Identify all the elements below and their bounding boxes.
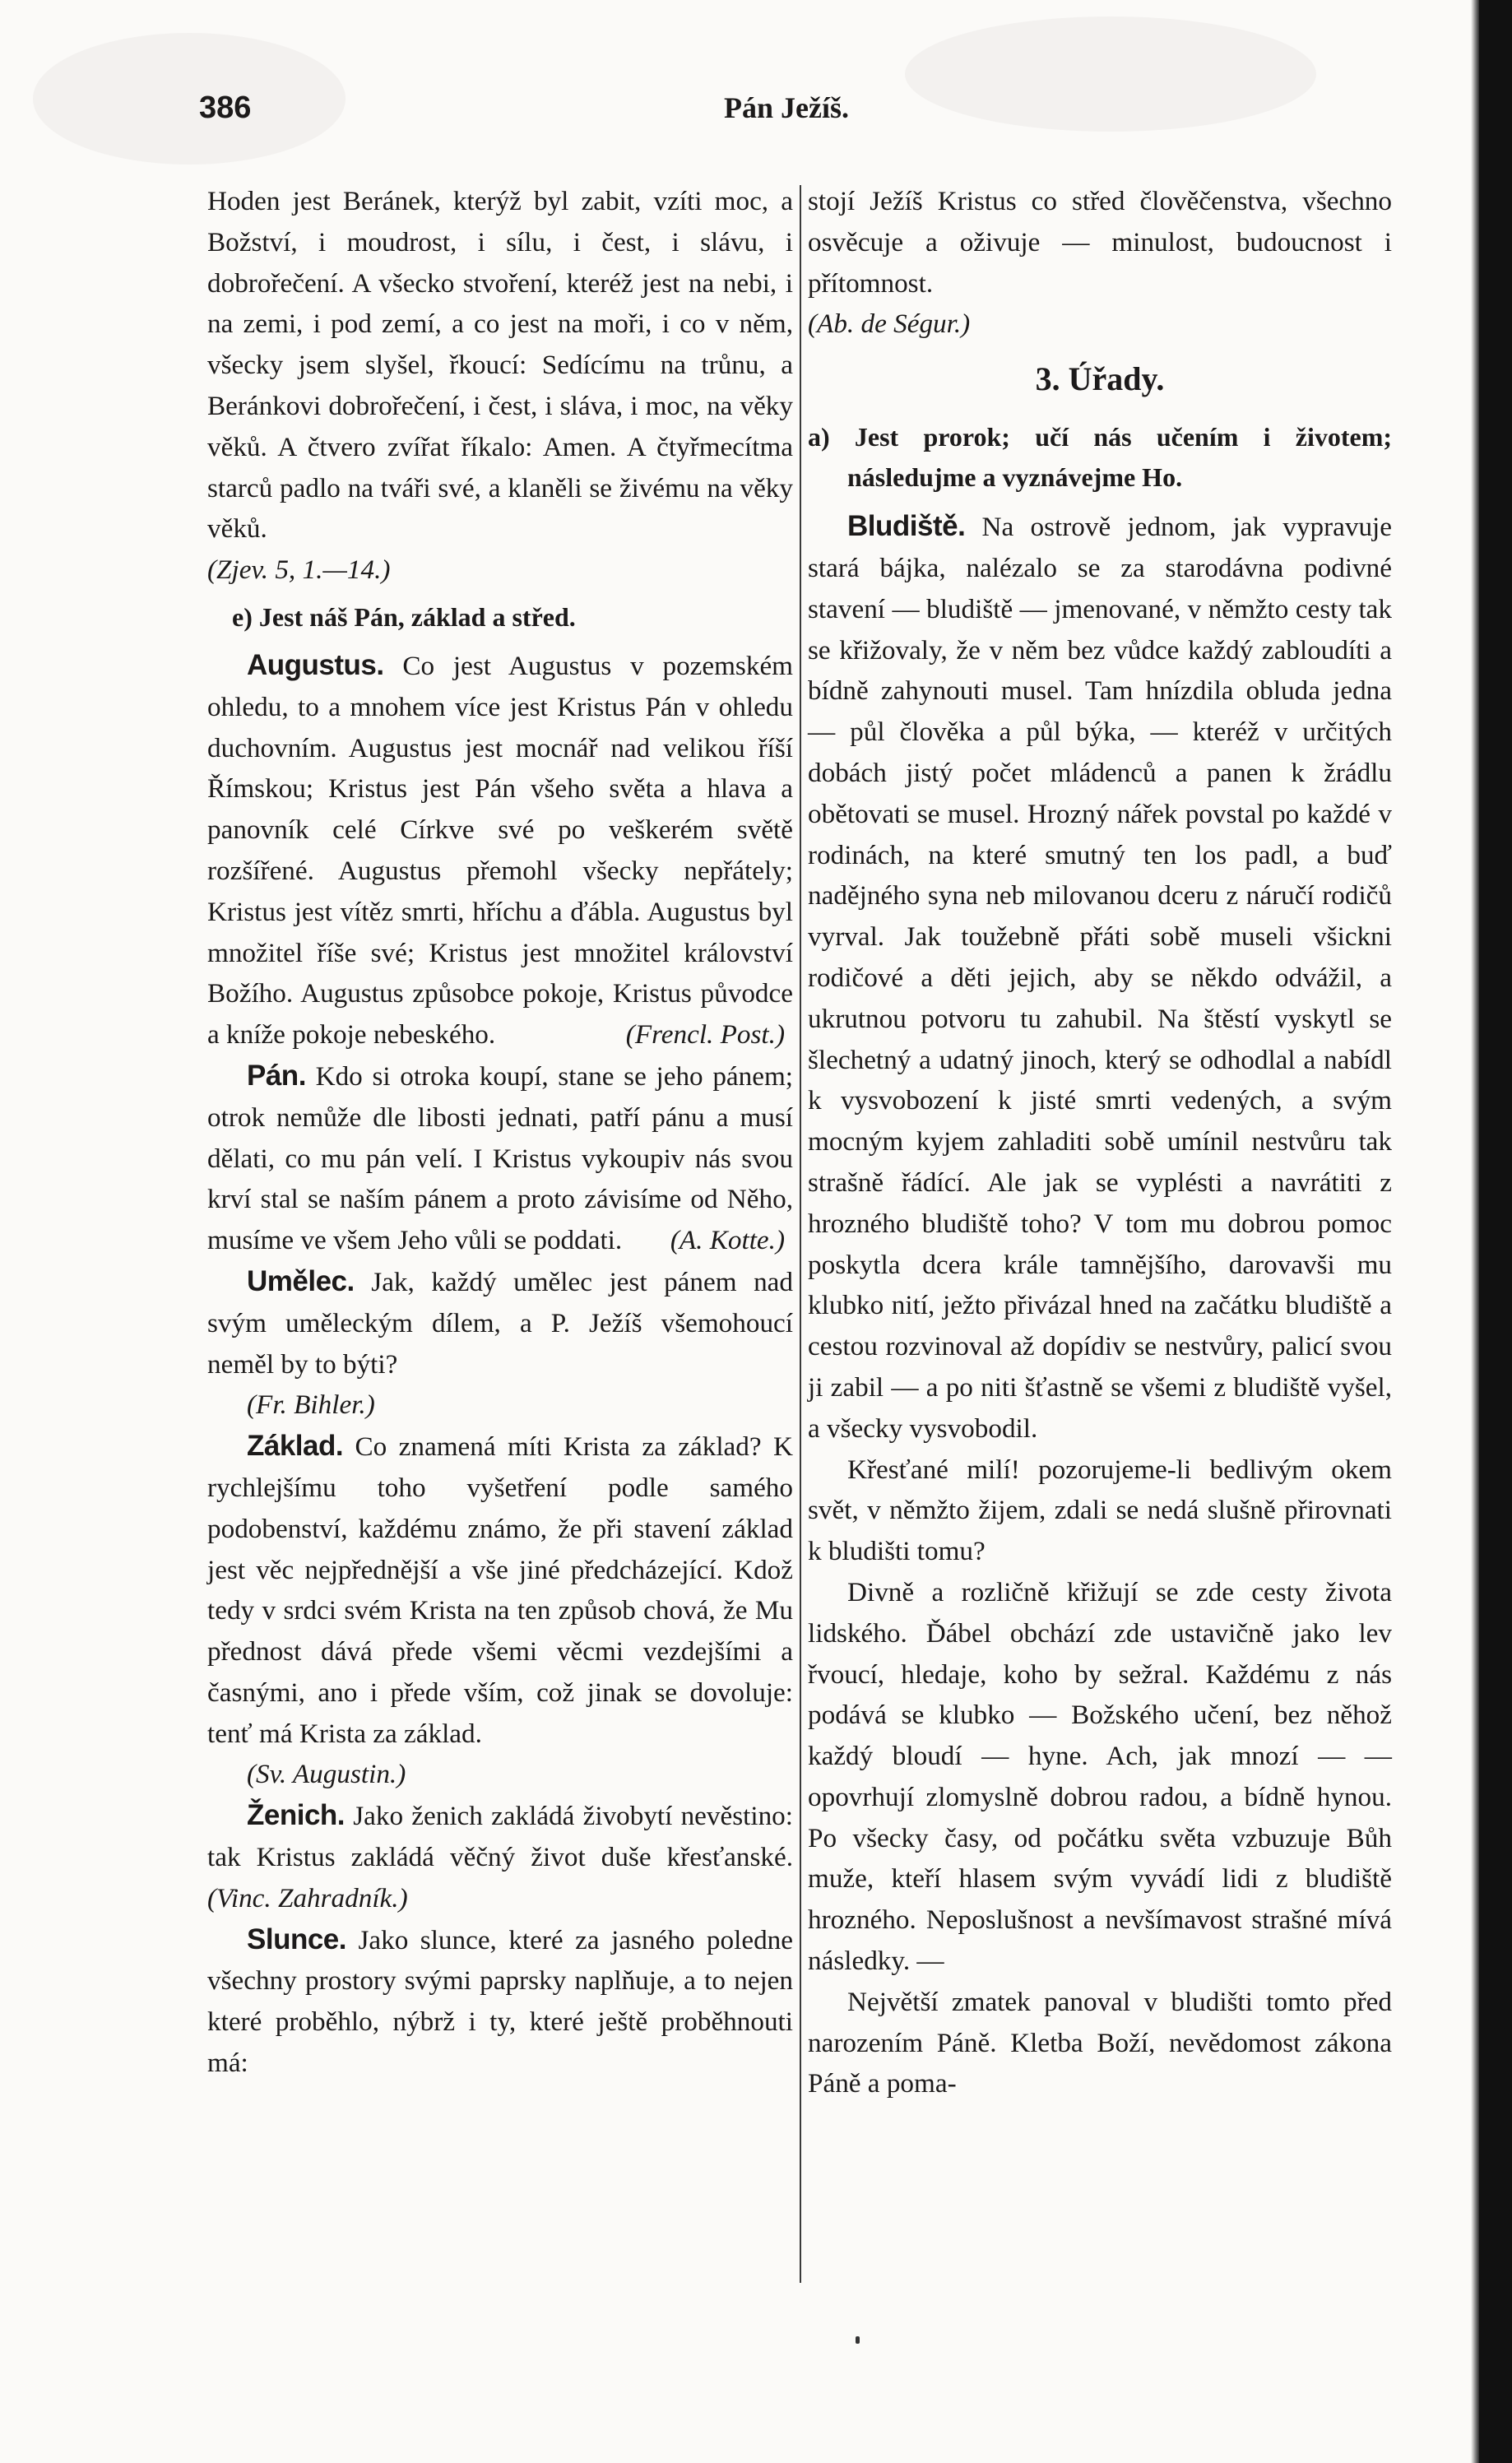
entry-bludiste (808, 506, 1392, 1449)
paragraph-text: Hoden jest Beránek, kterýž byl zabit, vzíti moc, a Božství, i moudrost, i sílu, i čest, i slávu, i dobrořečení. A všecko stvoření, kteréž jest na nebi, i na zemi, i pod zemí, a co jest na moři, i co v něm, všecky jsem slyšel, řkoucí: Sedícímu na trůnu, a Beránkovi dobrořečení, i čest, i sláva, i moc, na věky věků. A čtvero zvířat říkalo: Amen. A čtyřmecítma starců padlo na tváři své, a klaněli se živému na věky věků. (207, 186, 793, 545)
page-number: 386 (199, 90, 252, 125)
paragraph-krestane: Křesťané milí! pozorujeme-li bedlivým okem svět, v němžto žijem, zdali se nedá slušně přirovnati k bludišti tomu? (808, 1454, 1392, 1567)
entry-umelec (207, 1261, 793, 1426)
source-citation: (Zjev. 5, 1.—14.) (207, 554, 391, 586)
entry-headword: Slunce. (247, 1923, 346, 1955)
entry-zenich (207, 1795, 793, 1918)
entry-zaklad (207, 1426, 793, 1795)
ink-mark (856, 2336, 860, 2344)
source-citation: (Fr. Bihler.) (247, 1389, 375, 1421)
entry-text: Jak, každý umělec jest pánem nad svým uměleckým dílem, a P. Ježíš všemohoucí neměl by to býti? (207, 1266, 793, 1380)
entry-headword: Bludiště. (847, 510, 966, 543)
paragraph-revelation (207, 181, 793, 591)
source-citation: (A. Kotte.) (670, 1225, 785, 1256)
column-divider (800, 185, 801, 2283)
paragraph-continuation (808, 181, 1392, 345)
source-citation: (Vinc. Zahradník.) (207, 1882, 408, 1913)
entry-text: Co jest Augustus v pozemském ohledu, to a mnohem více jest Kristus Pán v ohledu duchovním. Augustus jest mocnář nad velikou říší Římskou; Kristus jest Pán všeho světa a hlava a panovník celé Církve své po veškerém světě rozšířené. Augustus přemohl všecky nepřátely; Kristus jest vítěz smrti, hříchu a ďábla. Augustus byl množitel říše své; Kristus jest množitel království Božího. Augustus způsobce pokoje, Kristus původce a kníže pokoje nebeského. (207, 650, 793, 1051)
right-column (808, 181, 1392, 2104)
entry-text: Na ostrově jednom, jak vypravuje stará bájka, nalézalo se za starodávna podivné stavení — bludiště — jmenované, v němžto cesty tak se křižovaly, že v něm bez vůdce každý zabloudíti a bídně zahynouti musel. Tam hnízdila obluda jedna — půl člověka a půl býka, — kteréž v určitých dobách jistý počet mládenců a panen k žrádlu obětovati se musel. Hrozný nářek povstal po každé v rodinách, na které smutný ten los padl, a buď nadějného syna neb milovanou dceru z náručí rodičů vyrval. Jak toužebně přáti sobě museli všickni rodičové a děti jejich, aby se někdo odvážil, a ukrutnou potvoru tu zahubil. Na štěstí vyskytl se šlechetný a udatný jinoch, který se odhodlal a nabídl k vysvobození k jisté smrti vedených, a svým mocným kyjem zahladiti sobě umínil nestvůru tak strašně řádící. Ale jak se vyplésti a navrátiti z hrozného bludiště toho? V tom mu dobrou pomoc poskytla dcera krále tamnějšího, darovavši mu klubko nití, ježto přivázal hned na začátku bludiště a cestou rozvinoval až dopídiv se nestvůry, palicí svou ji zabil — a po niti šťastně se všemi z bludiště vyšel, a všecky vysvobodil. (808, 512, 1392, 1444)
running-title: Pán Ježíš. (724, 91, 849, 124)
entry-headword: Základ. (247, 1430, 344, 1463)
entry-text: Jako ženich zakládá živobytí nevěstino: tak Kristus zakládá věčný život duše křesťanské. (207, 1801, 793, 1873)
entry-headword: Augustus. (247, 648, 384, 681)
entry-headword: Ženich. (247, 1799, 346, 1832)
section-heading-a: a) Jest prorok; učí nás učením i životem; následujme a vyznávejme Ho. (808, 422, 1392, 493)
page-header (0, 90, 1512, 140)
entry-text: Jako slunce, které za jasného poledne všechny prostory svými paprsky naplňuje, a to nejen které proběhlo, nýbrž i ty, které ještě proběhnouti má: (207, 1924, 793, 2079)
paragraph-divne: Divně a rozličně křižují se zde cesty života lidského. Ďábel obchází zde ustavičně jako lev řvoucí, hledaje, koho by sežral. Každému z nás podává se klubko — Božského učení, bez něhož každý bloudí — hyne. Ach, jak mnozí — — opovrhují zlomyslně dobrou radou, a bídně hynou. Po všecky časy, od počátku světa vzbuzuje Bůh muže, kteří hlasem svým vyvádí lidi z bludiště hrozného. Neposlušnost a nevšímavost strašné mívá následky. — (808, 1576, 1392, 1977)
source-citation: (Ab. de Ségur.) (808, 308, 971, 340)
paragraph-nejvetsi: Největší zmatek panoval v bludišti tomto před narozením Páně. Kletba Boží, nevědomost zákona Páně a poma- (808, 1986, 1392, 2099)
entry-pan (207, 1055, 793, 1261)
entry-text: Co znamená míti Krista za základ? K rychlejšímu toho vyšetření podle samého podobenství, každému známo, že při stavení základ jest věc nejpřednější a vše jiné předcházející. Kdož tedy v srdci svém Krista na ten způsob chová, že Mu přednost dává přede všemi věcmi vezdejšími a časnými, ano i přede vším, což jinak se dovoluje: tenť má Krista za základ. (207, 1431, 793, 1749)
entry-headword: Pán. (247, 1059, 306, 1092)
left-column (207, 181, 793, 2084)
entry-text: Kdo si otroka koupí, stane se jeho pánem; otrok nemůže dle libosti jednati, patří pánu a musí dělati, co mu pán velí. I Kristus vykoupiv nás svou krví stal se naším pánem a proto závisíme od Něho, musíme ve všem Jeho vůli se poddati. (207, 1060, 793, 1256)
page-edge-shadow (1471, 0, 1479, 2463)
chapter-heading: 3. Úřady. (1035, 360, 1165, 398)
source-citation: (Frencl. Post.) (625, 1019, 785, 1051)
source-citation: (Sv. Augustin.) (247, 1759, 406, 1790)
page-edge (1479, 0, 1512, 2463)
entry-headword: Umělec. (247, 1264, 355, 1297)
section-heading-e: e) Jest náš Pán, základ a střed. (232, 601, 576, 632)
paragraph-text: stojí Ježíš Kristus co střed člověčenstva, všechno osvěcuje a oživuje — minulost, budoucnost i přítomnost. (808, 186, 1392, 299)
entry-slunce (207, 1919, 793, 2084)
entry-augustus (207, 645, 793, 1055)
